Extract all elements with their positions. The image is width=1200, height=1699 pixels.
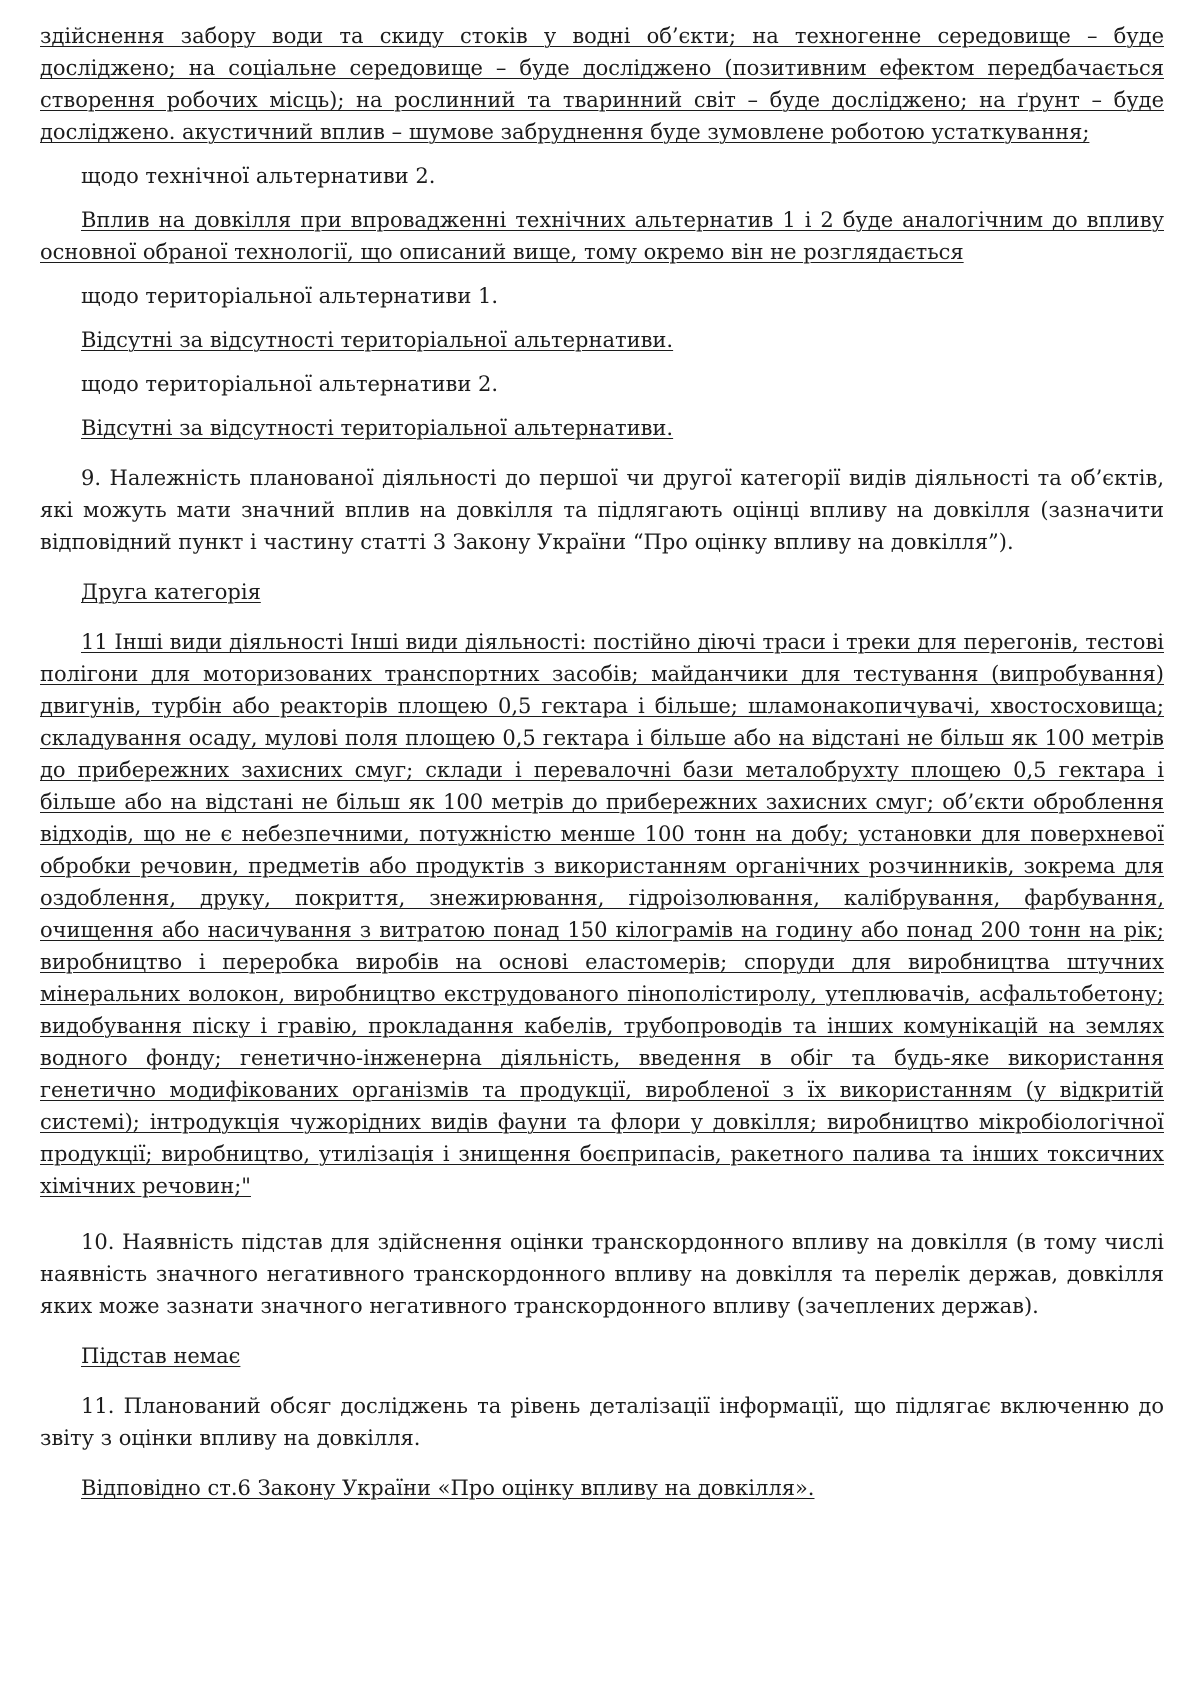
- paragraph-territorial-alternative-1-absent: Відсутні за відсутності територіальної альтернативи.: [81, 328, 674, 352]
- paragraph-environment-impact-continued: здійснення забору води та скиду стоків у водні об’єкти; на техногенне середовище – буде досліджено; на соціальне середовище – буде досліджено (позитивним ефектом передбачається створення робочих місць); на рослинний та тваринний світ – буде досліджено; на ґрунт – буде досліджено. акустичний вплив – шумове забруднення буде зумовлене роботою устаткування;: [40, 24, 1164, 144]
- section-10-heading: 10. Наявність підстав для здійснення оцінки транскордонного впливу на довкілля (в тому числі наявність значного негативного транскордонного впливу на довкілля та перелік держав, довкілля яких може зазнати значного негативного транскордонного впливу (зачеплених держав).: [40, 1230, 1164, 1318]
- section-11-heading: 11. Планований обсяг досліджень та рівень деталізації інформації, що підлягає включенню до звіту з оцінки впливу на довкілля.: [40, 1394, 1164, 1450]
- paragraph-technical-alternatives-impact: Вплив на довкілля при впровадженні технічних альтернатив 1 і 2 буде аналогічним до впливу основної обраної технології, що описаний вище, тому окремо він не розглядається: [40, 208, 1164, 264]
- section-11-answer: Відповідно ст.6 Закону України «Про оцінку впливу на довкілля».: [81, 1476, 815, 1500]
- paragraph-territorial-alternative-2-absent: Відсутні за відсутності територіальної альтернативи.: [81, 416, 674, 440]
- heading-territorial-alternative-2: щодо територіальної альтернативи 2.: [81, 372, 499, 396]
- section-9-answer-category: Друга категорія: [81, 580, 261, 604]
- heading-territorial-alternative-1: щодо територіальної альтернативи 1.: [81, 284, 499, 308]
- heading-technical-alternative-2: щодо технічної альтернативи 2.: [81, 164, 436, 188]
- section-9-heading: 9. Належність планованої діяльності до першої чи другої категорії видів діяльності та об’єктів, які можуть мати значний вплив на довкілля та підлягають оцінці впливу на довкілля (зазначити відповідний пункт і частину статті 3 Закону України “Про оцінку впливу на довкілля”).: [40, 466, 1164, 554]
- section-9-activity-list: 11 Інші види діяльності Інші види діяльності: постійно діючі траси і треки для перегонів, тестові полігони для моторизованих транспортних засобів; майданчики для тестування (випробування) двигунів, турбін або реакторів площею 0,5 гектара і більше; шламонакопичувачі, хвостосховища; складування осаду, мулові поля площею 0,5 гектара і більше або на відстані не більш як 100 метрів до прибережних захисних смуг; склади і перевалочні бази металобрухту площею 0,5 гектара і більше або на відстані не більш як 100 метрів до прибережних захисних смуг; об’єкти оброблення відходів, що не є небезпечними, потужністю менше 100 тонн на добу; установки для поверхневої обробки речовин, предметів або продуктів з використанням органічних розчинників, зокрема для оздоблення, друку, покриття, знежирювання, гідроізолювання, калібрування, фарбування, очищення або насичування з витратою понад 150 кілограмів на годину або понад 200 тонн на рік; виробництво і переробка виробів на основі еластомерів; споруди для виробництва штучних мінеральних волокон, виробництво екструдованого пінополістиролу, утеплювачів, асфальтобетону; видобування піску і гравію, прокладання кабелів, трубопроводів та інших комунікацій на землях водного фонду; генетично-інженерна діяльність, введення в обіг та будь-яке використання генетично модифікованих організмів та продукції, виробленої з їх використанням (у відкритій системі); інтродукція чужорідних видів фауни та флори у довкілля; виробництво мікробіологічної продукції; виробництво, утилізація і знищення боєприпасів, ракетного палива та інших токсичних хімічних речовин;": [40, 630, 1164, 1198]
- section-10-answer: Підстав немає: [81, 1344, 241, 1368]
